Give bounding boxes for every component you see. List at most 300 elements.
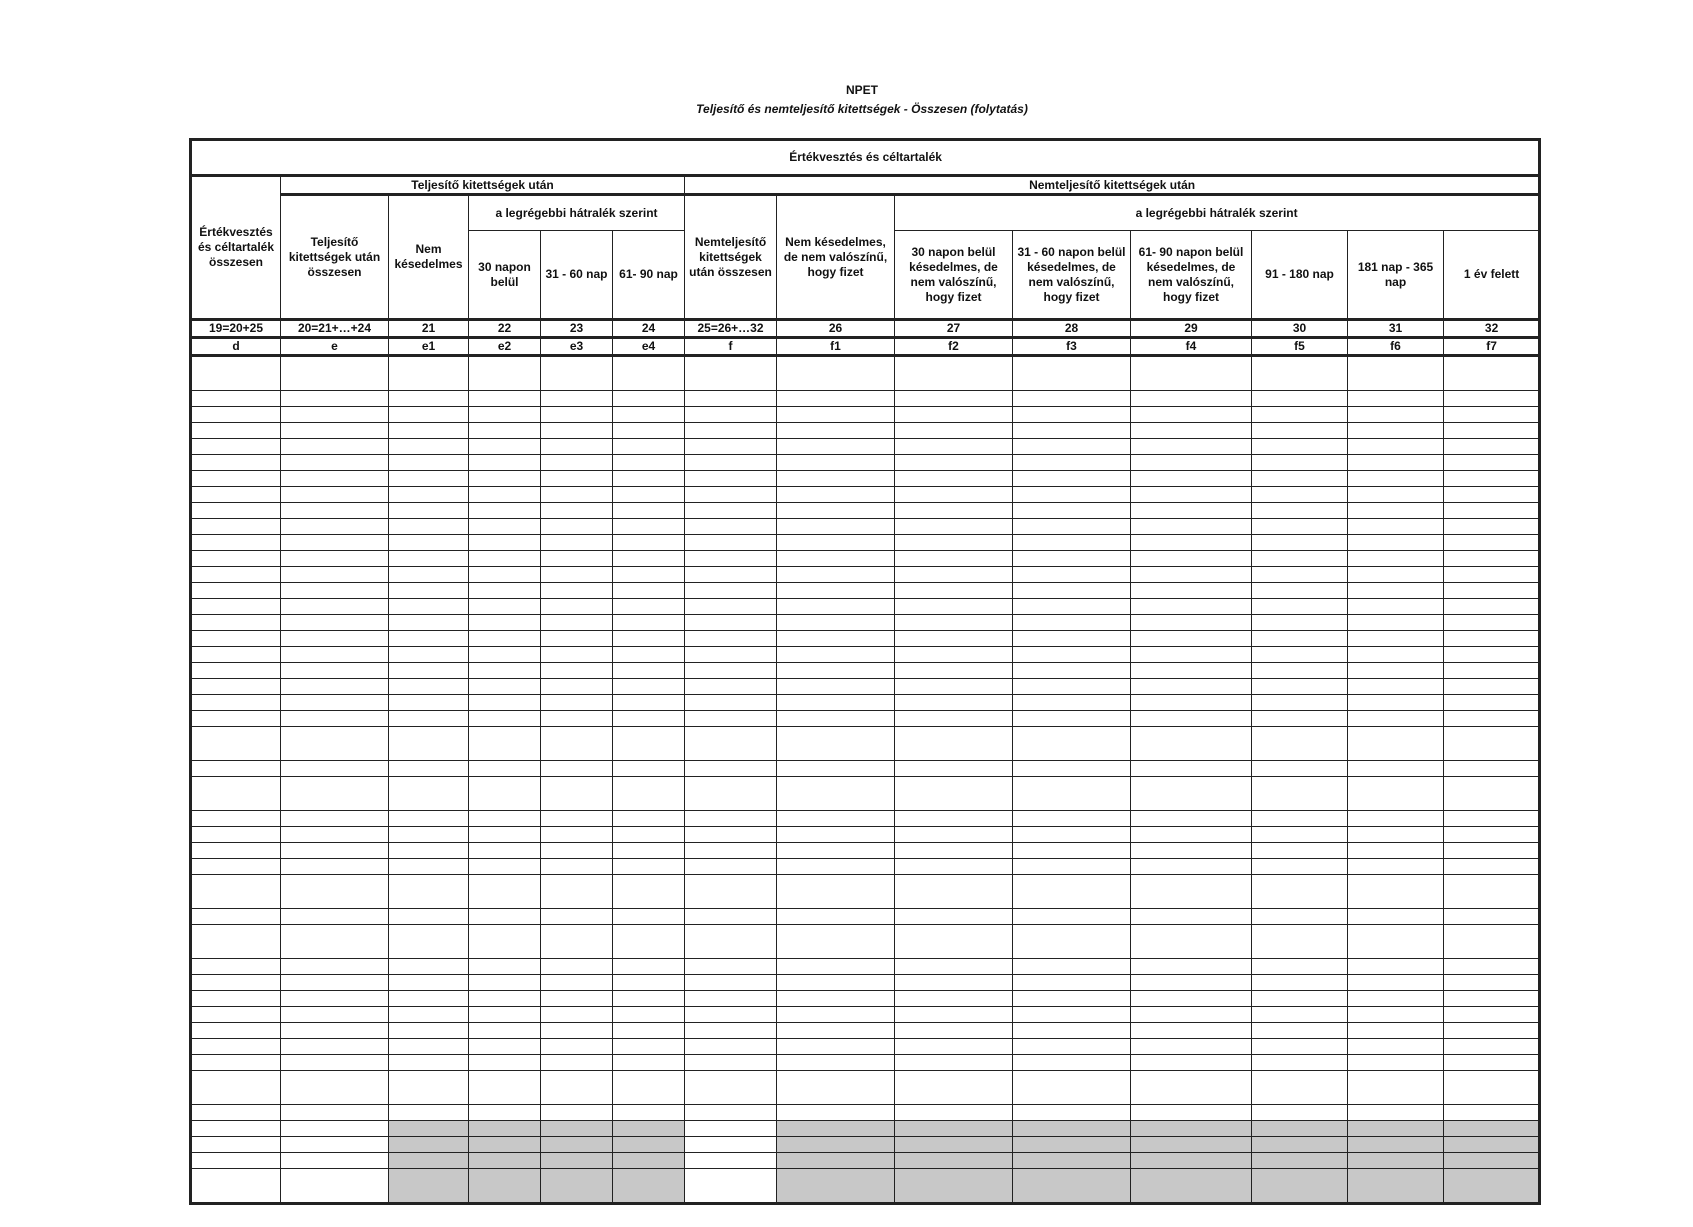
data-cell[interactable] [469,599,541,615]
data-cell[interactable] [1348,1071,1444,1105]
data-cell[interactable] [1013,695,1131,711]
data-cell[interactable] [895,1055,1013,1071]
data-cell[interactable] [613,679,685,695]
data-cell[interactable] [469,777,541,811]
data-cell[interactable] [191,827,281,843]
data-cell[interactable] [389,875,469,909]
data-cell[interactable] [191,615,281,631]
data-cell[interactable] [1131,695,1252,711]
data-cell[interactable] [1013,519,1131,535]
data-cell[interactable] [895,631,1013,647]
data-cell[interactable] [895,859,1013,875]
data-cell[interactable] [281,1121,389,1137]
data-cell[interactable] [1252,599,1348,615]
data-cell[interactable] [1252,811,1348,827]
data-cell[interactable] [895,1071,1013,1105]
data-cell[interactable] [685,455,777,471]
data-cell[interactable] [389,583,469,599]
data-cell[interactable] [191,811,281,827]
data-cell[interactable] [469,356,541,391]
data-cell[interactable] [613,827,685,843]
data-cell[interactable] [777,991,895,1007]
data-cell[interactable] [777,777,895,811]
data-cell[interactable] [1131,535,1252,551]
data-cell[interactable] [685,711,777,727]
data-cell[interactable] [685,679,777,695]
data-cell[interactable] [541,391,613,407]
data-cell[interactable] [777,407,895,423]
data-cell[interactable] [281,1071,389,1105]
data-cell[interactable] [1348,391,1444,407]
data-cell[interactable] [1131,519,1252,535]
data-cell[interactable] [281,859,389,875]
data-cell[interactable] [281,777,389,811]
data-cell[interactable] [281,909,389,925]
data-cell[interactable] [469,487,541,503]
data-cell[interactable] [685,875,777,909]
data-cell[interactable] [389,487,469,503]
data-cell[interactable] [1013,1071,1131,1105]
data-cell[interactable] [1444,1007,1540,1023]
data-cell[interactable] [685,859,777,875]
data-cell[interactable] [613,663,685,679]
data-cell[interactable] [191,647,281,663]
data-cell[interactable] [685,599,777,615]
data-cell[interactable] [389,663,469,679]
data-cell[interactable] [389,439,469,455]
data-cell[interactable] [1131,631,1252,647]
data-cell[interactable] [191,777,281,811]
data-cell[interactable] [1252,827,1348,843]
data-cell[interactable] [1252,695,1348,711]
data-cell[interactable] [685,439,777,455]
data-cell[interactable] [777,859,895,875]
data-cell[interactable] [1013,925,1131,959]
data-cell[interactable] [895,827,1013,843]
data-cell[interactable] [1013,647,1131,663]
data-cell[interactable] [541,1055,613,1071]
data-cell[interactable] [389,567,469,583]
data-cell[interactable] [469,811,541,827]
data-cell[interactable] [281,679,389,695]
data-cell[interactable] [613,615,685,631]
data-cell[interactable] [685,1137,777,1153]
data-cell[interactable] [1348,975,1444,991]
data-cell[interactable] [1131,1023,1252,1039]
data-cell[interactable] [1444,991,1540,1007]
data-cell[interactable] [469,727,541,761]
data-cell[interactable] [1252,583,1348,599]
data-cell[interactable] [541,356,613,391]
data-cell[interactable] [1444,487,1540,503]
data-cell[interactable] [1444,615,1540,631]
data-cell[interactable] [1013,631,1131,647]
data-cell[interactable] [777,811,895,827]
data-cell[interactable] [613,1105,685,1121]
data-cell[interactable] [191,519,281,535]
data-cell[interactable] [1013,455,1131,471]
data-cell[interactable] [613,991,685,1007]
data-cell[interactable] [1444,391,1540,407]
data-cell[interactable] [895,777,1013,811]
data-cell[interactable] [541,761,613,777]
data-cell[interactable] [281,827,389,843]
data-cell[interactable] [895,551,1013,567]
data-cell[interactable] [389,1039,469,1055]
data-cell[interactable] [191,423,281,439]
data-cell[interactable] [685,567,777,583]
data-cell[interactable] [541,663,613,679]
data-cell[interactable] [1013,423,1131,439]
data-cell[interactable] [895,615,1013,631]
data-cell[interactable] [777,583,895,599]
data-cell[interactable] [1013,777,1131,811]
data-cell[interactable] [281,991,389,1007]
data-cell[interactable] [1348,423,1444,439]
data-cell[interactable] [281,663,389,679]
data-cell[interactable] [1252,925,1348,959]
data-cell[interactable] [1348,599,1444,615]
data-cell[interactable] [777,356,895,391]
data-cell[interactable] [777,1039,895,1055]
data-cell[interactable] [1013,663,1131,679]
data-cell[interactable] [1348,679,1444,695]
data-cell[interactable] [1013,679,1131,695]
data-cell[interactable] [895,583,1013,599]
data-cell[interactable] [1252,679,1348,695]
data-cell[interactable] [281,1169,389,1204]
data-cell[interactable] [191,1105,281,1121]
data-cell[interactable] [1252,455,1348,471]
data-cell[interactable] [1444,647,1540,663]
data-cell[interactable] [613,471,685,487]
data-cell[interactable] [685,727,777,761]
data-cell[interactable] [1444,711,1540,727]
data-cell[interactable] [1131,407,1252,423]
data-cell[interactable] [613,727,685,761]
data-cell[interactable] [1252,423,1348,439]
data-cell[interactable] [685,1121,777,1137]
data-cell[interactable] [895,843,1013,859]
data-cell[interactable] [1444,695,1540,711]
data-cell[interactable] [191,711,281,727]
data-cell[interactable] [777,1055,895,1071]
data-cell[interactable] [1131,875,1252,909]
data-cell[interactable] [613,356,685,391]
data-cell[interactable] [1131,439,1252,455]
data-cell[interactable] [1131,761,1252,777]
data-cell[interactable] [685,615,777,631]
data-cell[interactable] [613,487,685,503]
data-cell[interactable] [613,647,685,663]
data-cell[interactable] [1131,711,1252,727]
data-cell[interactable] [1013,535,1131,551]
data-cell[interactable] [389,679,469,695]
data-cell[interactable] [1252,1039,1348,1055]
data-cell[interactable] [613,1007,685,1023]
data-cell[interactable] [895,391,1013,407]
data-cell[interactable] [191,909,281,925]
data-cell[interactable] [469,439,541,455]
data-cell[interactable] [541,583,613,599]
data-cell[interactable] [469,975,541,991]
data-cell[interactable] [613,925,685,959]
data-cell[interactable] [895,663,1013,679]
data-cell[interactable] [191,959,281,975]
data-cell[interactable] [281,1007,389,1023]
data-cell[interactable] [389,535,469,551]
data-cell[interactable] [191,551,281,567]
data-cell[interactable] [1348,535,1444,551]
data-cell[interactable] [1348,487,1444,503]
data-cell[interactable] [1131,1071,1252,1105]
data-cell[interactable] [895,356,1013,391]
data-cell[interactable] [1131,391,1252,407]
data-cell[interactable] [469,1039,541,1055]
data-cell[interactable] [685,583,777,599]
data-cell[interactable] [389,925,469,959]
data-cell[interactable] [191,583,281,599]
data-cell[interactable] [541,959,613,975]
data-cell[interactable] [1348,909,1444,925]
data-cell[interactable] [613,859,685,875]
data-cell[interactable] [1252,567,1348,583]
data-cell[interactable] [191,471,281,487]
data-cell[interactable] [685,1055,777,1071]
data-cell[interactable] [389,695,469,711]
data-cell[interactable] [895,695,1013,711]
data-cell[interactable] [389,859,469,875]
data-cell[interactable] [541,647,613,663]
data-cell[interactable] [281,615,389,631]
data-cell[interactable] [613,695,685,711]
data-cell[interactable] [1348,991,1444,1007]
data-cell[interactable] [1444,761,1540,777]
data-cell[interactable] [777,959,895,975]
data-cell[interactable] [389,727,469,761]
data-cell[interactable] [389,1071,469,1105]
data-cell[interactable] [895,487,1013,503]
data-cell[interactable] [613,711,685,727]
data-cell[interactable] [895,567,1013,583]
data-cell[interactable] [685,909,777,925]
data-cell[interactable] [1013,391,1131,407]
data-cell[interactable] [895,991,1013,1007]
data-cell[interactable] [777,439,895,455]
data-cell[interactable] [469,1023,541,1039]
data-cell[interactable] [685,959,777,975]
data-cell[interactable] [1444,925,1540,959]
data-cell[interactable] [389,827,469,843]
data-cell[interactable] [191,535,281,551]
data-cell[interactable] [685,391,777,407]
data-cell[interactable] [1131,1055,1252,1071]
data-cell[interactable] [1131,1039,1252,1055]
data-cell[interactable] [1013,1055,1131,1071]
data-cell[interactable] [1444,1039,1540,1055]
data-cell[interactable] [469,679,541,695]
data-cell[interactable] [1131,959,1252,975]
data-cell[interactable] [281,959,389,975]
data-cell[interactable] [1444,777,1540,811]
data-cell[interactable] [281,647,389,663]
data-cell[interactable] [777,423,895,439]
data-cell[interactable] [541,535,613,551]
data-cell[interactable] [1252,356,1348,391]
data-cell[interactable] [1348,519,1444,535]
data-cell[interactable] [1444,811,1540,827]
data-cell[interactable] [1252,535,1348,551]
data-cell[interactable] [191,1071,281,1105]
data-cell[interactable] [389,1007,469,1023]
data-cell[interactable] [469,455,541,471]
data-cell[interactable] [469,519,541,535]
data-cell[interactable] [191,843,281,859]
data-cell[interactable] [191,407,281,423]
data-cell[interactable] [1131,455,1252,471]
data-cell[interactable] [1444,909,1540,925]
data-cell[interactable] [541,1071,613,1105]
data-cell[interactable] [685,811,777,827]
data-cell[interactable] [281,1039,389,1055]
data-cell[interactable] [685,1023,777,1039]
data-cell[interactable] [281,1153,389,1169]
data-cell[interactable] [389,959,469,975]
data-cell[interactable] [895,1007,1013,1023]
data-cell[interactable] [389,1055,469,1071]
data-cell[interactable] [1444,1105,1540,1121]
data-cell[interactable] [281,811,389,827]
data-cell[interactable] [541,599,613,615]
data-cell[interactable] [1348,551,1444,567]
data-cell[interactable] [777,631,895,647]
data-cell[interactable] [1131,615,1252,631]
data-cell[interactable] [1348,761,1444,777]
data-cell[interactable] [1131,356,1252,391]
data-cell[interactable] [685,1039,777,1055]
data-cell[interactable] [469,875,541,909]
data-cell[interactable] [1131,909,1252,925]
data-cell[interactable] [777,843,895,859]
data-cell[interactable] [281,695,389,711]
data-cell[interactable] [1444,519,1540,535]
data-cell[interactable] [281,1137,389,1153]
data-cell[interactable] [1252,727,1348,761]
data-cell[interactable] [1131,859,1252,875]
data-cell[interactable] [895,711,1013,727]
data-cell[interactable] [777,1105,895,1121]
data-cell[interactable] [469,711,541,727]
data-cell[interactable] [281,631,389,647]
data-cell[interactable] [1013,727,1131,761]
data-cell[interactable] [541,711,613,727]
data-cell[interactable] [389,909,469,925]
data-cell[interactable] [541,407,613,423]
data-cell[interactable] [1348,503,1444,519]
data-cell[interactable] [777,1007,895,1023]
data-cell[interactable] [389,423,469,439]
data-cell[interactable] [281,583,389,599]
data-cell[interactable] [1013,439,1131,455]
data-cell[interactable] [1348,827,1444,843]
data-cell[interactable] [1252,551,1348,567]
data-cell[interactable] [777,727,895,761]
data-cell[interactable] [541,843,613,859]
data-cell[interactable] [1013,761,1131,777]
data-cell[interactable] [613,875,685,909]
data-cell[interactable] [541,423,613,439]
data-cell[interactable] [541,439,613,455]
data-cell[interactable] [469,827,541,843]
data-cell[interactable] [685,777,777,811]
data-cell[interactable] [541,975,613,991]
data-cell[interactable] [1348,663,1444,679]
data-cell[interactable] [469,959,541,975]
data-cell[interactable] [281,535,389,551]
data-cell[interactable] [281,407,389,423]
data-cell[interactable] [1131,487,1252,503]
data-cell[interactable] [1444,631,1540,647]
data-cell[interactable] [1252,407,1348,423]
data-cell[interactable] [541,615,613,631]
data-cell[interactable] [1252,875,1348,909]
data-cell[interactable] [685,1153,777,1169]
data-cell[interactable] [1013,875,1131,909]
data-cell[interactable] [1131,551,1252,567]
data-cell[interactable] [1131,663,1252,679]
data-cell[interactable] [281,503,389,519]
data-cell[interactable] [1444,1071,1540,1105]
data-cell[interactable] [613,811,685,827]
data-cell[interactable] [469,535,541,551]
data-cell[interactable] [895,727,1013,761]
data-cell[interactable] [613,1055,685,1071]
data-cell[interactable] [777,827,895,843]
data-cell[interactable] [685,487,777,503]
data-cell[interactable] [1348,1055,1444,1071]
data-cell[interactable] [1252,1007,1348,1023]
data-cell[interactable] [191,925,281,959]
data-cell[interactable] [895,975,1013,991]
data-cell[interactable] [281,356,389,391]
data-cell[interactable] [541,679,613,695]
data-cell[interactable] [1131,583,1252,599]
data-cell[interactable] [191,1121,281,1137]
data-cell[interactable] [541,827,613,843]
data-cell[interactable] [1131,811,1252,827]
data-cell[interactable] [1348,631,1444,647]
data-cell[interactable] [191,631,281,647]
data-cell[interactable] [1131,843,1252,859]
data-cell[interactable] [777,551,895,567]
data-cell[interactable] [469,695,541,711]
data-cell[interactable] [1252,439,1348,455]
data-cell[interactable] [191,455,281,471]
data-cell[interactable] [1013,567,1131,583]
data-cell[interactable] [469,551,541,567]
data-cell[interactable] [685,843,777,859]
data-cell[interactable] [281,1023,389,1039]
data-cell[interactable] [777,711,895,727]
data-cell[interactable] [1252,1071,1348,1105]
data-cell[interactable] [469,423,541,439]
data-cell[interactable] [685,423,777,439]
data-cell[interactable] [541,471,613,487]
data-cell[interactable] [469,471,541,487]
data-cell[interactable] [1348,843,1444,859]
data-cell[interactable] [613,599,685,615]
data-cell[interactable] [1252,991,1348,1007]
